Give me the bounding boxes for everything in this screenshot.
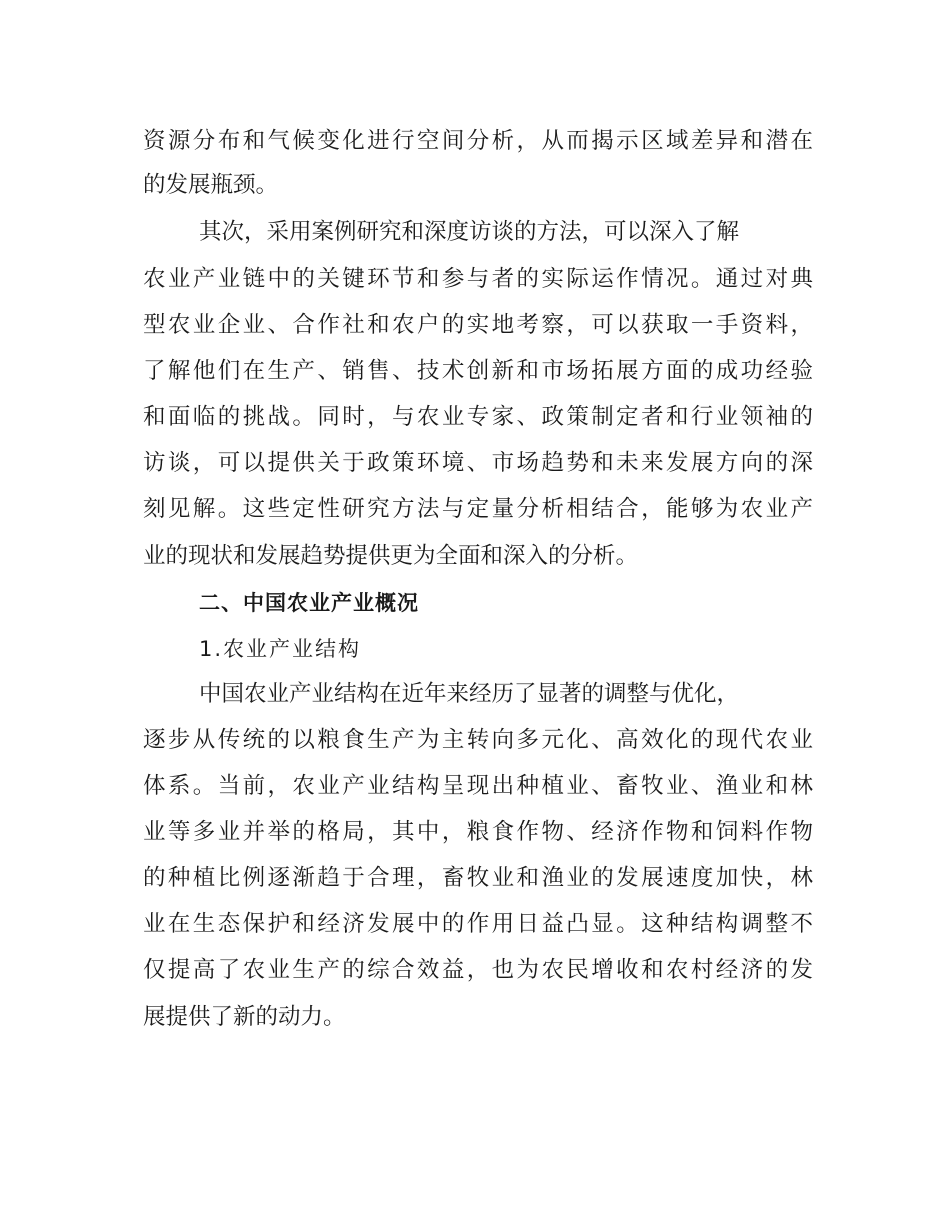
paragraph-line: 业在生态保护和经济发展中的作用日益凸显。这种结构调整不 [143,911,813,937]
paragraph-line: 的种植比例逐渐趋于合理，畜牧业和渔业的发展速度加快，林 [143,865,813,891]
paragraph-line: 了解他们在生产、销售、技术创新和市场拓展方面的成功经验 [143,358,813,384]
paragraph-line: 逐步从传统的以粮食生产为主转向多元化、高效化的现代农业 [143,727,813,753]
paragraph-line: 刻见解。这些定性研究方法与定量分析相结合，能够为农业产 [143,496,813,522]
paragraph-line: 的发展瓶颈。 [143,172,279,198]
paragraph-line: 资源分布和气候变化进行空间分析，从而揭示区域差异和潜在 [143,128,813,154]
paragraph-line: 访谈，可以提供关于政策环境、市场趋势和未来发展方向的深 [143,450,813,476]
paragraph-line: 型农业企业、合作社和农户的实地考察，可以获取一手资料， [143,312,813,338]
paragraph-line: 仅提高了农业生产的综合效益，也为农民增收和农村经济的发 [143,957,813,983]
paragraph-line: 体系。当前，农业产业结构呈现出种植业、畜牧业、渔业和林 [143,773,813,799]
paragraph-line: 其次，采用案例研究和深度访谈的方法，可以深入了解 [199,219,740,245]
paragraph-line: 业的现状和发展趋势提供更为全面和深入的分析。 [143,543,639,569]
subsection-heading: 1.农业产业结构 [199,637,362,661]
paragraph-line: 业等多业并举的格局，其中，粮食作物、经济作物和饲料作物 [143,819,813,845]
paragraph-line: 中国农业产业结构在近年来经历了显著的调整与优化， [199,681,740,707]
paragraph-line: 展提供了新的动力。 [143,1004,346,1030]
section-heading: 二、中国农业产业概况 [199,591,419,615]
paragraph-line: 农业产业链中的关键环节和参与者的实际运作情况。通过对典 [143,266,813,292]
paragraph-line: 和面临的挑战。同时，与农业专家、政策制定者和行业领袖的 [143,404,813,430]
